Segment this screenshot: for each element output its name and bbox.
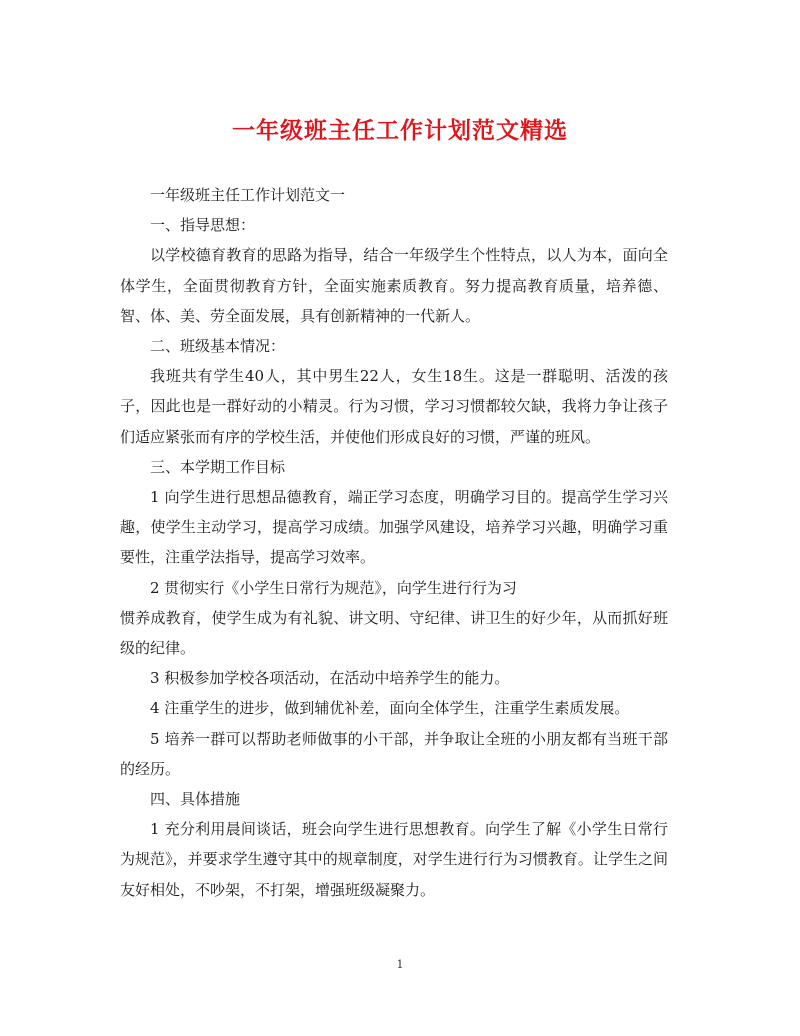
goal-item-5: 5 培养一群可以帮助老师做事的小干部，并争取让全班的小朋友都有当班干部的经历。 bbox=[120, 729, 668, 778]
heading-guiding-thought: 一、指导思想： bbox=[150, 216, 256, 235]
goal-item-1: 1 向学生进行思想品德教育，端正学习态度，明确学习目的。提高学生学习兴趣，使学生主动学习，提高学习成绩。加强学风建设，培养学习兴趣，明确学习重要性，注重学法指导，提高学习效率。 bbox=[120, 488, 668, 567]
goal-item-2-continued: 惯养成教育，使学生成为有礼貌、讲文明、守纪律、讲卫生的好少年，从而抓好班级的纪律。 bbox=[120, 608, 668, 658]
paragraph-class-situation: 我班共有学生40人，其中男生22人，女生18生。这是一群聪明、活泼的孩子，因此也是一群好动的小精灵。行为习惯，学习习惯都较欠缺，我将力争让孩子们适应紧张而有序的学校生活，并使他们形成良好的习惯，严谨的班风。 bbox=[120, 367, 668, 446]
paragraph-guiding-thought: 以学校德育教育的思路为指导，结合一年级学生个性特点，以人为本，面向全体学生，全面贯彻教育方针，全面实施素质教育。努力提高教育质量，培养德、智、体、美、劳全面发展，具有创新精神的一代新人。 bbox=[120, 246, 668, 325]
goal-item-2: 2 贯彻实行《小学生日常行为规范》，向学生进行行为习 bbox=[150, 578, 517, 597]
heading-semester-goals: 三、本学期工作目标 bbox=[150, 457, 286, 476]
page-number: 1 bbox=[396, 958, 404, 971]
section-subtitle: 一年级班主任工作计划范文一 bbox=[150, 186, 346, 204]
measure-item-1: 1 充分利用晨间谈话，班会向学生进行思想教育。向学生了解《小学生日常行为规范》，并要求学生遵守其中的规章制度，对学生进行行为习惯教育。让学生之间友好相处，不吵架，不打架，增强班级凝聚力。 bbox=[120, 820, 668, 899]
document-title: 一年级班主任工作计划范文精选 bbox=[232, 117, 568, 144]
document-body bbox=[120, 180, 668, 905]
heading-measures: 四、具体措施 bbox=[150, 790, 241, 809]
heading-class-situation: 二、班级基本情况： bbox=[150, 337, 286, 356]
goal-item-3: 3 积极参加学校各项活动，在活动中培养学生的能力。 bbox=[150, 669, 510, 688]
goal-item-4: 4 注重学生的进步，做到辅优补差，面向全体学生，注重学生素质发展。 bbox=[150, 699, 630, 718]
